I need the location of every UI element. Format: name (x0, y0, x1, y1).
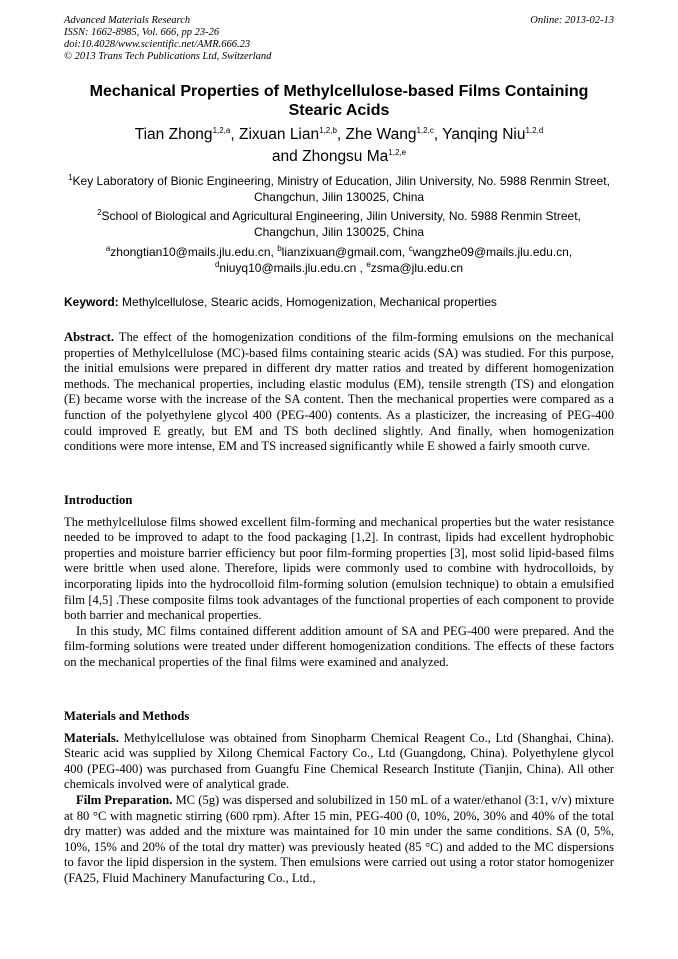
email[interactable]: $^c$wangzhe09@mails.jlu.edu.cn, (408, 244, 573, 259)
authors: Tian Zhong$^{1,2,a}$, Zixuan Lian$^{1,2,b}$, Zhe Wang$^{1,2,c}$, Yanqing Niu$^{1,2,d}$ and Zhongsu Ma$^{1,2,e}$ (134, 125, 544, 165)
paragraph: Materials. Methylcellulose was obtained from Sinopharm Chemical Reagent Co., Ltd (Shanghai, China). Stearic acid was supplied by Xilong Chemical Factory Co., Ltd (Guangdong, China). Polyethylene glycol 400 (PEG-400) was purchased from Guangfu Fine Chemical Research Institute (Tianjin, China). All other chemicals involved were of analytical grade. (64, 730, 614, 792)
methods-section (64, 709, 614, 887)
abstract: Abstract. The effect of the homogenization conditions of the film-forming emulsions on the mechanical properties of Methylcellulose (MC)-based films containing stearic acids (SA) was studied. For this purpose, the initial emulsions were prepared in different dry matter ratios and treated by different homogenization methods. The mechanical properties, including elastic modulus (EM), tensile strength (TS) and elongation (E) became worse with the increase of the SA content. Then the mechanical properties were compared as a function of the polyethylene glycol 400 (PEG-400) contents. As a plasticizer, the increasing of PEG-400 could improved E greatly, but EM and TS both declined slightly. And finally, when homogenization conditions were more intense, EM and TS increased significantly while E showed a fairly smooth curve. (64, 330, 614, 454)
email[interactable]: $^a$zhongtian10@mails.jlu.edu.cn, (105, 244, 278, 259)
email[interactable]: $^d$niuyq10@mails.jlu.edu.cn , (214, 259, 367, 275)
author: Zhe Wang$^{1,2,c}$ (345, 125, 434, 143)
section-heading: Introduction (64, 493, 133, 507)
journal-name: Advanced Materials Research (64, 15, 191, 26)
emails (64, 245, 614, 276)
issn: ISSN: 1662-8985, Vol. 666, pp 23-26 (64, 27, 220, 38)
paper-title: Mechanical Properties of Methylcellulose-based Films Containing Stearic Acids (89, 83, 589, 119)
email[interactable]: $^e$zsma@jlu.edu.cn (366, 259, 464, 275)
paragraph: The methylcellulose films showed excellent film-forming and mechanical properties but the water resistance needed to be improved to adapt to the food packaging [1,2]. In contrast, lipids had excellent hydrophobic properties and moisture barrier efficiency but poor film-forming properties [3], most solid lipid-based films were brittle when used alone. Therefore, lipids were commonly used to combine with hydrocolloids, by incorporating lipids into the hydrocolloid film-forming solution (emulsion technique) to obtain a emulsified film [4,5] .These composite films took advantages of the functional properties of each component to provide both barrier and mechanical properties. (64, 514, 614, 623)
affiliation: $^2$School of Biological and Agricultural Engineering, Jilin University, No. 5988 Renmin Street, Changchun, Jilin 130025, China (97, 208, 581, 239)
journal-header (64, 15, 271, 63)
author: Zixuan Lian$^{1,2,b}$ (238, 125, 337, 143)
author: Zhongsu Ma$^{1,2,e}$ (302, 147, 407, 165)
paragraph: In this study, MC films contained different addition amount of SA and PEG-400 were prepared. And the film-forming solutions were treated under different homogenization conditions. The effects of these factors on the mechanical properties of the final films were examined and analyzed. (64, 623, 614, 669)
paragraph: Film Preparation. MC (5g) was dispersed and solubilized in 150 mL of a water/ethanol (3:1, v/v) mixture at 80 °C with magnetic stirring (600 rpm). After 15 min, PEG-400 (0, 10%, 20%, 30% and 40% of the total dry matter) was added and the mixture was maintained for 10 min under the same conditions. SA (0, 5%, 10%, 15% and 20% of the total dry matter) was previously heated (85 °C) and added to the MC dispersions to favor the lipid dispersion in the system. Then emulsions were carried out using a rotor stator homogenizer (FA25, Fluid Machinery Manufacturing Co., Ltd., (64, 792, 614, 885)
author: Yanqing Niu$^{1,2,d}$ (442, 125, 544, 143)
doi: doi:10.4028/www.scientific.net/AMR.666.23 (64, 39, 251, 50)
author: Tian Zhong$^{1,2,a}$ (134, 125, 231, 143)
introduction-section (64, 493, 614, 671)
online-date: Online: 2013-02-13 (530, 15, 614, 26)
section-heading: Materials and Methods (64, 709, 190, 723)
keywords: Keyword: Methylcellulose, Stearic acids, Homogenization, Mechanical properties (64, 295, 497, 309)
affiliation: $^1$Key Laboratory of Bionic Engineering, Ministry of Education, Jilin University, No. 5988 Renmin Street, Changchun, Jilin 130025, China (68, 173, 610, 204)
email[interactable]: $^b$lianzixuan@gmail.com, (277, 244, 409, 259)
copyright: © 2013 Trans Tech Publications Ltd, Switzerland (64, 51, 272, 62)
